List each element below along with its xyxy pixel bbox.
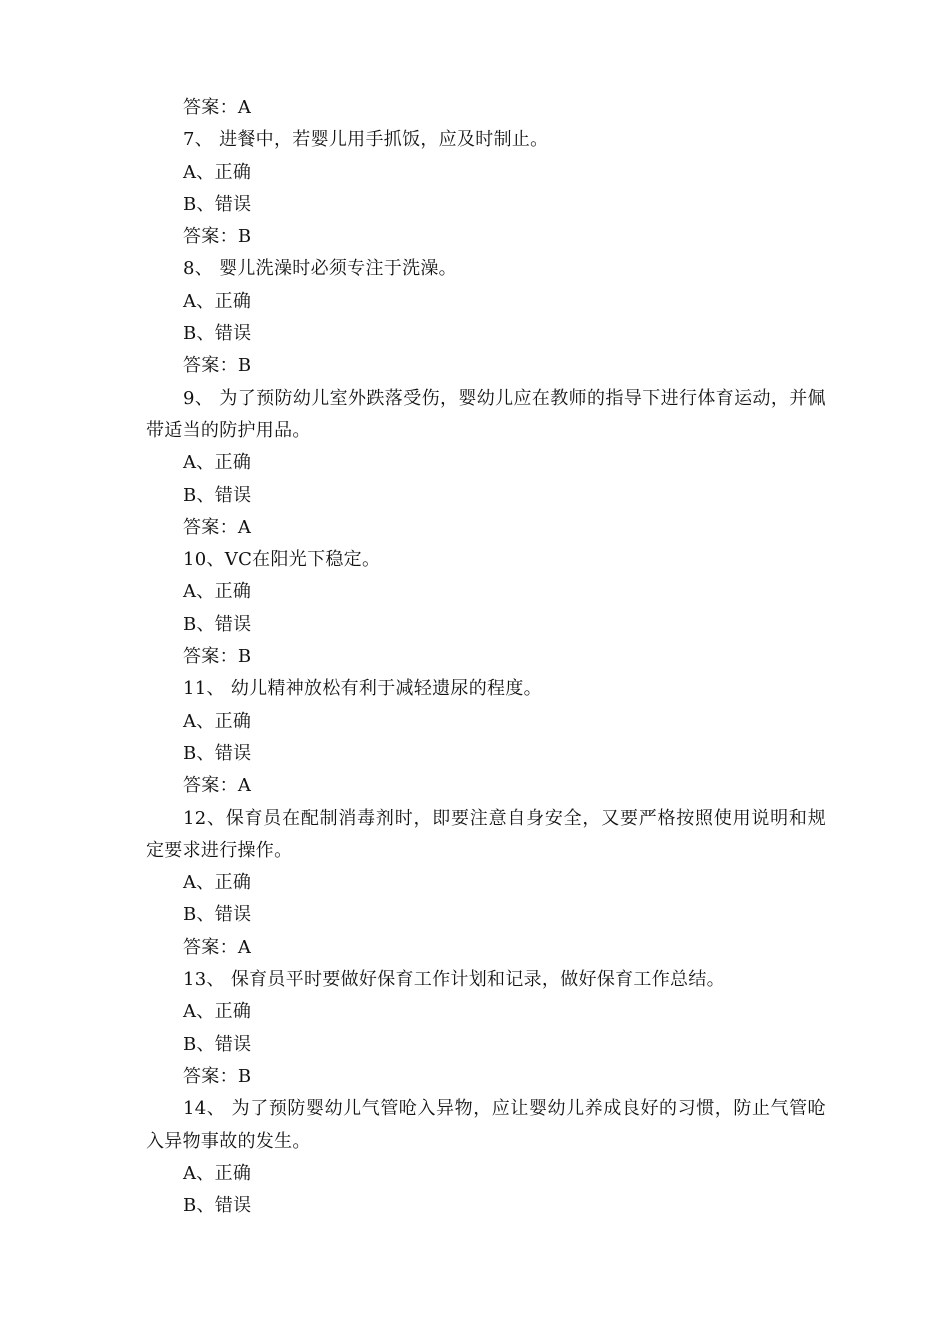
option-a: A、正确 bbox=[183, 161, 252, 183]
answer-line: 答案：A bbox=[183, 936, 252, 958]
question-10: 10、VC在阳光下稳定。 bbox=[183, 549, 381, 571]
answer-line: 答案：B bbox=[183, 1065, 252, 1087]
option-b: B、错误 bbox=[183, 1033, 252, 1055]
answer-line: 答案：A bbox=[183, 775, 252, 797]
answer-line: 答案：B bbox=[183, 646, 252, 668]
option-a: A、正确 bbox=[183, 581, 252, 603]
question-12: 12、保育员在配制消毒剂时，即要注意自身安全，又要严格按照使用说明和规定要求进行操作。 bbox=[146, 807, 826, 861]
option-a: A、正确 bbox=[183, 872, 252, 894]
question-11: 11、 幼儿精神放松有利于减轻遗尿的程度。 bbox=[183, 678, 542, 700]
option-a: A、正确 bbox=[183, 1001, 252, 1023]
option-a: A、正确 bbox=[183, 710, 252, 732]
question-14: 14、 为了预防婴幼儿气管呛入异物，应让婴幼儿养成良好的习惯，防止气管呛入异物事故的发生。 bbox=[146, 1098, 826, 1152]
answer-line: 答案：A bbox=[183, 97, 252, 118]
option-b: B、错误 bbox=[183, 904, 252, 926]
answer-line: 答案：B bbox=[183, 226, 252, 248]
option-a: A、正确 bbox=[183, 452, 252, 474]
question-7: 7、 进餐中，若婴儿用手抓饭，应及时制止。 bbox=[183, 129, 549, 151]
question-8: 8、 婴儿洗澡时必须专注于洗澡。 bbox=[183, 258, 457, 280]
option-b: B、错误 bbox=[183, 613, 252, 635]
answer-line: 答案：B bbox=[183, 355, 252, 377]
option-b: B、错误 bbox=[183, 193, 252, 215]
option-b: B、错误 bbox=[183, 1195, 252, 1217]
option-a: A、正确 bbox=[183, 1162, 252, 1184]
question-13: 13、 保育员平时要做好保育工作计划和记录，做好保育工作总结。 bbox=[183, 969, 725, 991]
option-a: A、正确 bbox=[183, 290, 252, 312]
option-b: B、错误 bbox=[183, 484, 252, 506]
option-b: B、错误 bbox=[183, 323, 252, 345]
question-list bbox=[146, 92, 826, 1222]
answer-line: 答案：A bbox=[183, 516, 252, 538]
question-9: 9、 为了预防幼儿室外跌落受伤，婴幼儿应在教师的指导下进行体育运动，并佩带适当的防护用品。 bbox=[146, 387, 826, 441]
option-b: B、错误 bbox=[183, 742, 252, 764]
